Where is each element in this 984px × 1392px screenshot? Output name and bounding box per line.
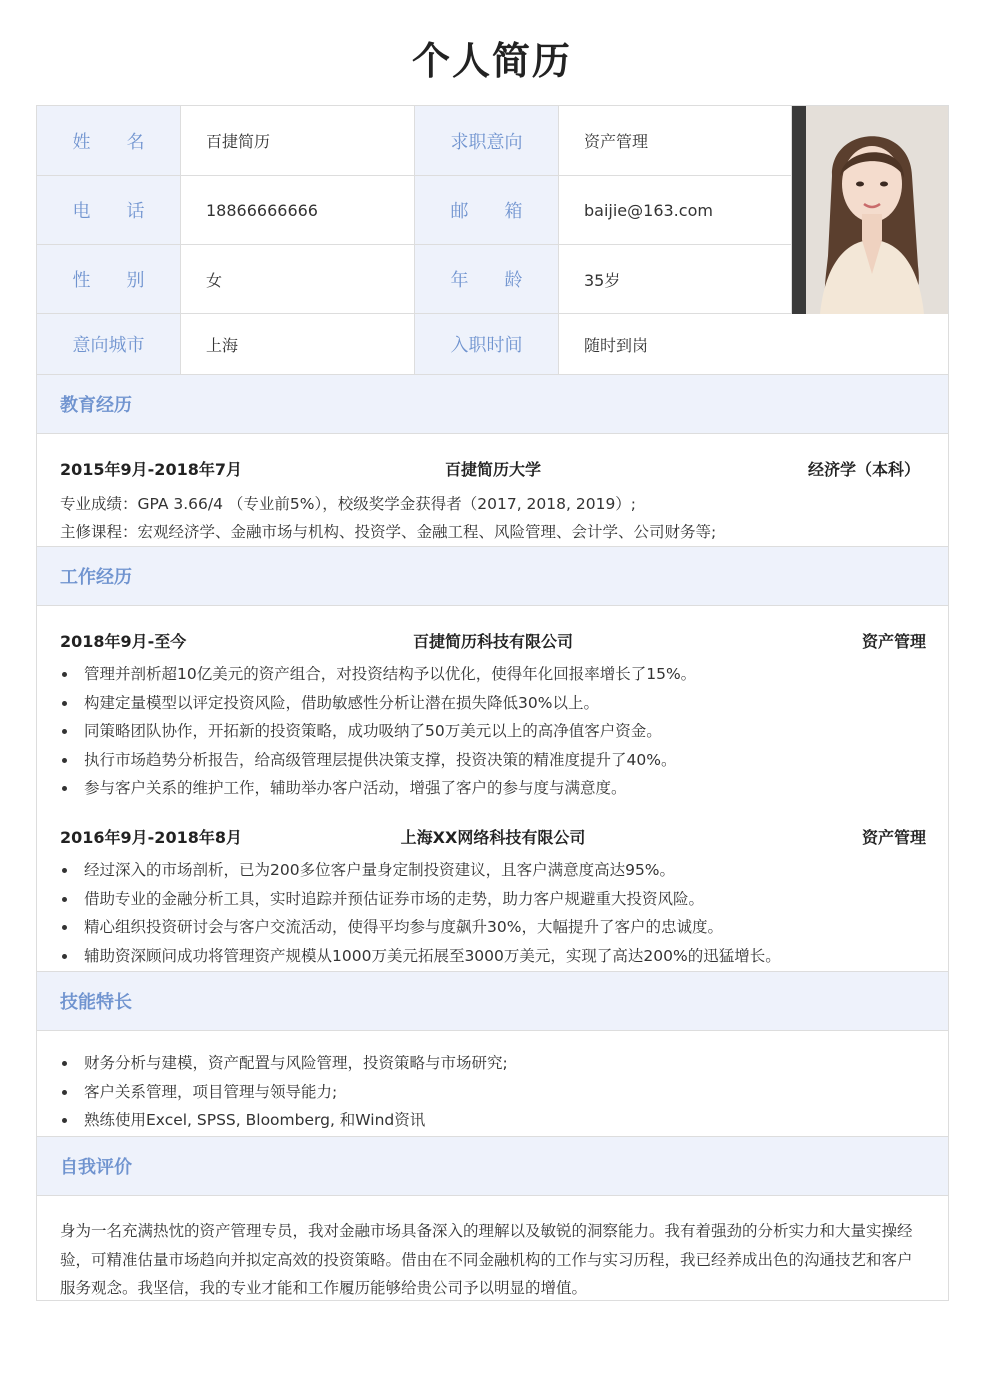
job-row [60,629,926,653]
list-item: 客户关系管理，项目管理与领导能力; [60,1078,508,1107]
start-value: 随时到岗 [584,335,649,355]
gender-label: 性 别 [37,245,181,314]
job-company: 上海XX网络科技有限公司 [400,828,586,847]
list-item: 执行市场趋势分析报告，给高级管理层提供决策支撑，投资决策的精准度提升了40%。 [60,746,696,775]
skills-heading: 技能特长 [37,971,948,1031]
job-row [60,825,926,849]
intent-label: 求职意向 [415,106,559,176]
job-date: 2016年9月-2018年8月 [60,828,242,847]
intent-value: 资产管理 [559,106,792,176]
education-school: 百捷简历大学 [444,460,541,479]
education-date: 2015年9月-2018年7月 [60,460,242,479]
list-item: 参与客户关系的维护工作，辅助举办客户活动，增强了客户的参与度与满意度。 [60,774,696,803]
list-item: 熟练使用Excel, SPSS, Bloomberg, 和Wind资讯 [60,1106,508,1135]
job-2-bullets [60,856,781,970]
job-role: 资产管理 [861,632,926,651]
age-value: 35岁 [559,245,792,314]
list-item: 构建定量模型以评定投资风险，借助敏感性分析让潜在损失降低30%以上。 [60,689,696,718]
email-value: baijie@163.com [559,176,792,245]
education-heading: 教育经历 [37,374,948,434]
name-value: 百捷简历 [181,106,415,176]
education-courses: 主修课程：宏观经济学、金融市场与机构、投资学、金融工程、风险管理、会计学、公司财务等; [60,523,717,541]
list-item: 经过深入的市场剖析，已为200多位客户量身定制投资建议，且客户满意度高达95%。 [60,856,781,885]
education-row [60,457,926,481]
job-company: 百捷简历科技有限公司 [412,632,573,651]
phone-label: 电 话 [37,176,181,245]
list-item: 管理并剖析超10亿美元的资产组合，对投资结构予以优化，使得年化回报率增长了15%。 [60,660,696,689]
skills-list [60,1049,508,1135]
self-eval-text: 身为一名充满热忱的资产管理专员，我对金融市场具备深入的理解以及敏锐的洞察能力。我有着强劲的分析实力和大量实操经验，可精准估量市场趋向并拟定高效的投资策略。借由在不同金融机构的工作与实习历程，我已经养成出色的沟通技艺和客户服务观念。我坚信，我的专业才能和工作履历能够给贵公司予以明显的增值。 [60,1222,913,1297]
resume-frame [36,105,949,1301]
list-item: 借助专业的金融分析工具，实时追踪并预估证券市场的走势，助力客户规避重大投资风险。 [60,885,781,914]
list-item: 辅助资深顾问成功将管理资产规模从1000万美元拓展至3000万美元，实现了高达200%的迅猛增长。 [60,942,781,971]
list-item: 财务分析与建模，资产配置与风险管理，投资策略与市场研究; [60,1049,508,1078]
basic-info-table [37,106,948,374]
job-date: 2018年9月-至今 [60,632,187,651]
name-label: 姓 名 [37,106,181,176]
age-label: 年 龄 [415,245,559,314]
list-item: 同策略团队协作，开拓新的投资策略，成功吸纳了50万美元以上的高净值客户资金。 [60,717,696,746]
job-1-bullets [60,660,696,803]
self-eval-heading: 自我评价 [37,1136,948,1196]
work-heading: 工作经历 [37,546,948,606]
page-title: 个人简历 [411,39,572,83]
email-label: 邮 箱 [415,176,559,245]
list-item: 精心组织投资研讨会与客户交流活动，使得平均参与度飙升30%，大幅提升了客户的忠诚度。 [60,913,781,942]
education-gpa: 专业成绩：GPA 3.66/4 （专业前5%），校级奖学金获得者（2017, 2018, 2019）; [60,495,637,513]
education-major: 经济学（本科） [807,460,920,479]
gender-value: 女 [181,245,415,314]
phone-value: 18866666666 [181,176,415,245]
city-label: 意向城市 [37,314,181,374]
profile-photo [792,106,948,314]
job-role: 资产管理 [861,828,926,847]
start-label: 入职时间 [415,314,559,374]
city-value: 上海 [181,314,415,374]
